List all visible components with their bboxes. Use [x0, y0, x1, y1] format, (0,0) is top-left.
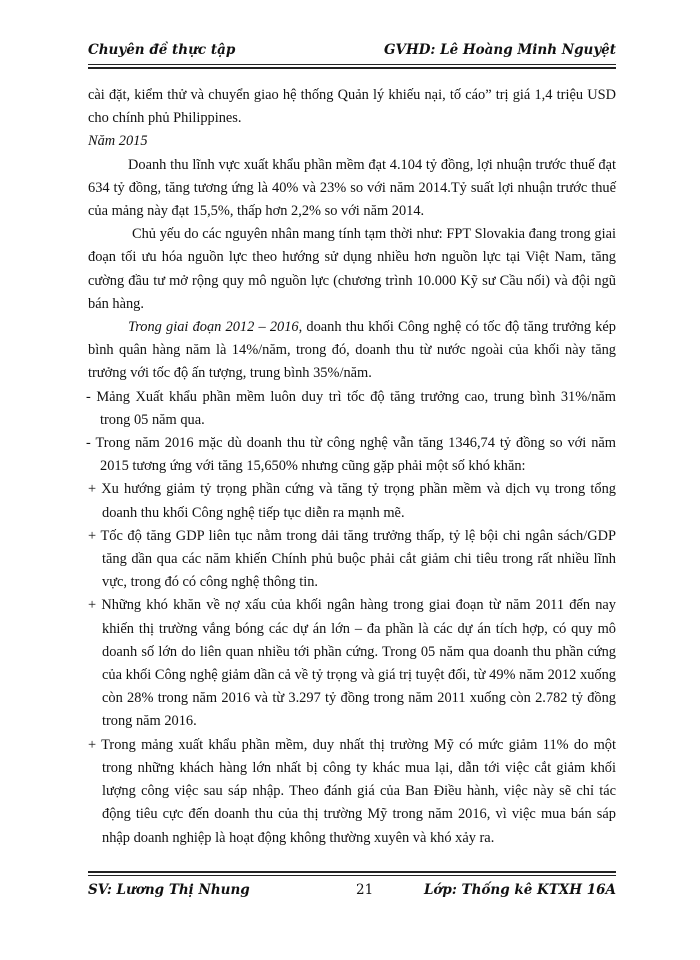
- paragraph-continuation: cài đặt, kiểm thử và chuyển giao hệ thống Quản lý khiếu nại, tố cáo” trị giá 1,4 triệu USD cho chính phủ Philippines.: [88, 87, 616, 127]
- list-item: - Trong năm 2016 mặc dù doanh thu từ công nghệ vẫn tăng 1346,74 tỷ đồng so với năm 2015 tương ứng với tăng 15,650% nhưng cũng gặp phải một số khó khăn:: [86, 435, 616, 475]
- list-item: + Những khó khăn về nợ xấu của khối ngân hàng trong giai đoạn từ năm 2011 đến nay khiến thị trường vắng bóng các dự án lớn – đa phần là các dự án tích hợp, có quy mô doanh số lớn do liên quan nhiều tới phần cứng. Trong 05 năm qua doanh thu phần cứng của khối Công nghệ giảm dần cả về tỷ trọng và giá trị tuyệt đối, từ 49% năm 2012 xuống còn 28% trong năm 2016 và từ 3.297 tỷ đồng trong năm 2011 xuống còn 2.782 tỷ đồng trong năm 2016.: [88, 597, 616, 730]
- footer-student: SV: Lương Thị Nhung: [88, 882, 250, 898]
- list-item: - Mảng Xuất khẩu phần mềm luôn duy trì tốc độ tăng trưởng cao, trung bình 31%/năm trong 05 năm qua.: [86, 388, 616, 428]
- paragraph-revenue-2015: Doanh thu lĩnh vực xuất khẩu phần mềm đạt 4.104 tỷ đồng, lợi nhuận trước thuế đạt 634 tỷ đồng, tăng tương ứng là 40% và 23% so với năm 2014.Tỷ suất lợi nhuận trước thuế của mảng này đạt 15,5%, thấp hơn 2,2% so với năm 2014.: [88, 156, 616, 220]
- header-left-title: Chuyên đề thực tập: [88, 42, 236, 58]
- period-italic: Trong giai đoạn 2012 – 2016: [128, 319, 299, 336]
- paragraph-period-summary: [88, 316, 616, 386]
- page-number: 21: [356, 882, 374, 898]
- document-body: [88, 84, 616, 850]
- list-item: + Tốc độ tăng GDP liên tục nằm trong dải tăng trưởng thấp, tỷ lệ bội chi ngân sách/GDP tăng dần qua các năm khiến Chính phủ buộc phải cắt giảm chi tiêu trong rất nhiều lĩnh vực, trong đó có công nghệ thông tin.: [88, 527, 616, 591]
- footer-rule: [88, 871, 616, 876]
- year-heading: Năm 2015: [88, 133, 148, 150]
- header-rule: [88, 64, 616, 69]
- footer-class: Lớp: Thống kê KTXH 16A: [423, 882, 616, 898]
- list-item: + Trong mảng xuất khẩu phần mềm, duy nhất thị trường Mỹ có mức giảm 11% do một trong những khách hàng lớn nhất bị công ty khác mua lại, dẫn tới việc cắt giảm khối lượng công việc sau sáp nhập. Theo đánh giá của Ban Điều hành, việc này sẽ chỉ tác động tiêu cực đến doanh thu của thị trường Mỹ trong năm 2016, vì việc mua bán sáp nhập doanh nghiệp là hoạt động không thường xuyên và khó xảy ra.: [88, 736, 616, 846]
- period-text: , doanh thu khối Công nghệ có tốc độ tăng trưởng kép bình quân hàng năm là 14%/năm, trong đó, doanh thu từ nước ngoài của khối này tăng trưởng với tốc độ ấn tượng, trung bình 35%/năm.: [88, 319, 616, 382]
- paragraph-causes: Chủ yếu do các nguyên nhân mang tính tạm thời như: FPT Slovakia đang trong giai đoạn tối ưu hóa nguồn lực theo hướng sử dụng nhiều hơn nguồn lực tại Việt Nam, tăng cường đầu tư mở rộng quy mô nguồn lực (chương trình 10.000 Kỹ sư Cầu nối) và đội ngũ bán hàng.: [88, 226, 616, 312]
- header-supervisor: GVHD: Lê Hoàng Minh Nguyệt: [383, 42, 616, 58]
- list-item: + Xu hướng giảm tỷ trọng phần cứng và tăng tỷ trọng phần mềm và dịch vụ trong tổng doanh thu khối Công nghệ tiếp tục diễn ra mạnh mẽ.: [88, 481, 616, 521]
